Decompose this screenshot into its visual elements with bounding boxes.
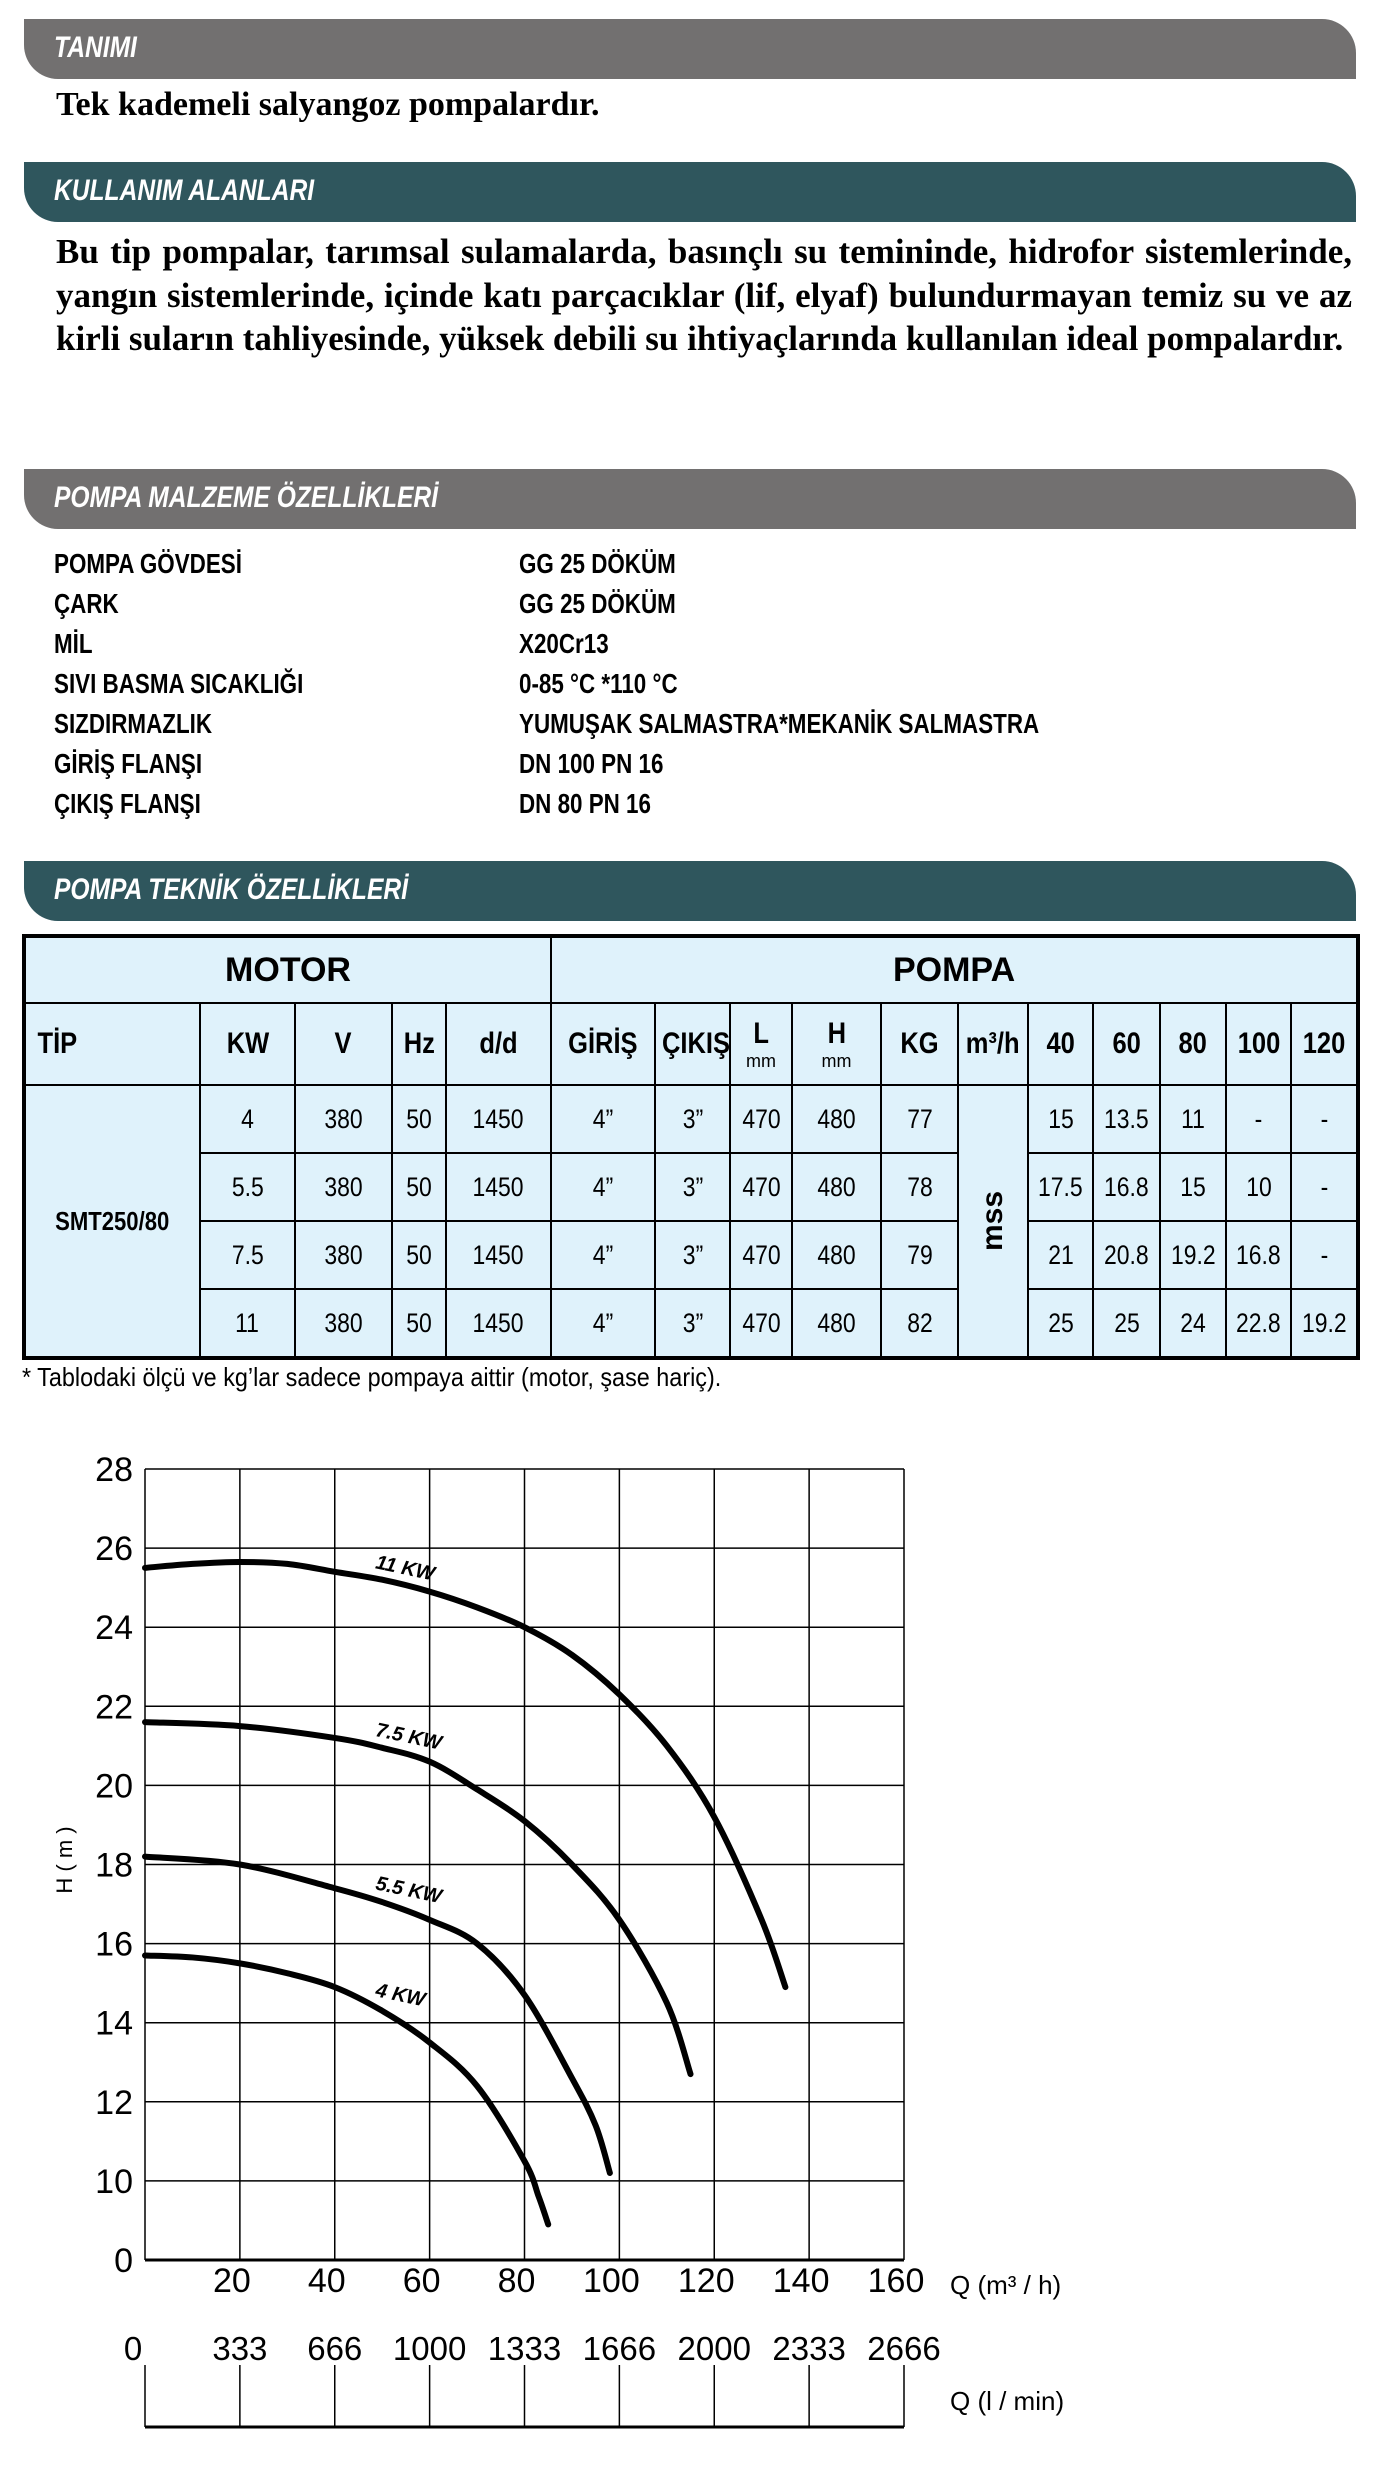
pompa-group-header: POMPA — [551, 936, 1358, 1003]
cell-value: 380 — [324, 1307, 363, 1338]
unit-mm: mm — [821, 1050, 852, 1071]
unit-mss: mss — [976, 1190, 1010, 1252]
y-tick-label: 22 — [95, 1688, 133, 1727]
y-tick-label: 14 — [95, 2004, 133, 2043]
x2-tick-label: 2666 — [867, 2330, 941, 2367]
x-tick-label: 160 — [867, 2262, 925, 2300]
x2-tick-label: 0 — [123, 2330, 143, 2367]
material-label: MİL — [54, 628, 93, 659]
section-title: KULLANIM ALANLARI — [54, 174, 315, 207]
cell-value: 470 — [741, 1171, 781, 1202]
y-tick-label: 26 — [95, 1530, 133, 1569]
series-label: 5.5 KW — [373, 1872, 444, 1909]
cell-value: 480 — [817, 1239, 856, 1270]
x-tick-label: 40 — [307, 2262, 346, 2300]
cell-value: 11 — [1181, 1103, 1205, 1134]
y-tick-label: 16 — [95, 1925, 133, 1964]
cell-value: - — [1320, 1171, 1328, 1202]
series-label: 7.5 KW — [373, 1719, 444, 1755]
y-tick-label: 24 — [95, 1609, 133, 1648]
x-tick-label: 60 — [402, 2262, 441, 2300]
material-value: DN 100 PN 16 — [519, 748, 664, 779]
cell-value: 10 — [1245, 1171, 1272, 1202]
cell-value: 3” — [682, 1239, 703, 1270]
cell-value: 3” — [682, 1103, 703, 1134]
cell-value: 19.2 — [1301, 1307, 1347, 1338]
series-curve-5-5-kw — [145, 1857, 610, 2173]
usage-text: Bu tip pompalar, tarımsal sulamalarda, basınçlı su temininde, hidrofor sistemlerinde, yangın sistemlerinde, içinde katı parçacıklar (lif, elyaf) bulundurmayan temiz su ve az kirli suların tahliyesinde, yüksek debili su ihtiyaçlarında kullanılan ideal pompalardır. — [56, 232, 1352, 358]
x2-tick-label: 333 — [212, 2330, 268, 2367]
material-label: POMPA GÖVDESİ — [54, 548, 242, 579]
cell-value: 77 — [906, 1103, 933, 1134]
cell-value: 1450 — [472, 1103, 525, 1134]
x2-tick-label: 1333 — [487, 2330, 562, 2367]
material-label: ÇIKIŞ FLANŞI — [54, 788, 201, 819]
cell-value: 22.8 — [1236, 1307, 1281, 1338]
material-value: 0-85 °C *110 °C — [519, 668, 678, 699]
x-tick-label: 100 — [583, 2262, 640, 2300]
cell-value: 480 — [817, 1103, 856, 1134]
unit-mm: mm — [746, 1050, 777, 1071]
cell-value: 16.8 — [1104, 1171, 1149, 1202]
cell-value: 4” — [592, 1103, 614, 1134]
section-title: POMPA TEKNİK ÖZELLİKLERİ — [54, 873, 408, 906]
cell-value: 380 — [324, 1171, 363, 1202]
cell-value: 380 — [324, 1103, 363, 1134]
x2-tick-label: 666 — [307, 2330, 363, 2367]
cell-value: 15 — [1047, 1103, 1074, 1134]
cell-value: 11 — [235, 1307, 260, 1338]
cell-value: 20.8 — [1104, 1239, 1149, 1270]
series-label: 4 KW — [373, 1979, 428, 2012]
cell-value: 16.8 — [1236, 1239, 1281, 1270]
material-value: YUMUŞAK SALMASTRA*MEKANİK SALMASTRA — [519, 708, 1040, 739]
cell-value: 3” — [682, 1307, 703, 1338]
column-header-label: 100 — [1237, 1027, 1280, 1060]
series-curve-11-kw — [145, 1562, 785, 1987]
column-header-label: d/d — [479, 1027, 518, 1060]
y-axis-label: H ( m ) — [52, 1826, 77, 1894]
material-value: GG 25 DÖKÜM — [519, 548, 676, 579]
material-label: SIVI BASMA SICAKLIĞI — [54, 668, 304, 699]
cell-value: 3” — [682, 1171, 703, 1202]
cell-value: 480 — [817, 1171, 856, 1202]
cell-value: 1450 — [472, 1239, 525, 1270]
cell-value: 4” — [592, 1307, 614, 1338]
y-tick-label: 10 — [95, 2162, 133, 2201]
cell-value: - — [1254, 1103, 1263, 1134]
cell-value: 17.5 — [1038, 1171, 1083, 1202]
x2-tick-label: 2333 — [772, 2330, 846, 2367]
column-header-label: TİP — [37, 1027, 78, 1060]
x-tick-label: 120 — [677, 2262, 735, 2300]
cell-value: 50 — [406, 1239, 432, 1270]
cell-value: 25 — [1047, 1307, 1074, 1338]
cell-value: 19.2 — [1170, 1239, 1216, 1270]
x-tick-label: 20 — [212, 2262, 251, 2300]
x2-tick-label: 1666 — [582, 2330, 657, 2367]
series-curve-4-kw — [145, 1955, 548, 2224]
cell-value: 21 — [1047, 1239, 1074, 1270]
column-header-label: V — [334, 1027, 352, 1060]
cell-value: 78 — [906, 1171, 933, 1202]
x-axis-label: Q (m³ / h) — [950, 2270, 1062, 2300]
cell-value: 470 — [741, 1239, 781, 1270]
section-title: POMPA MALZEME ÖZELLİKLERİ — [54, 481, 439, 514]
column-header-label: H — [827, 1016, 846, 1050]
column-header-label: Hz — [403, 1027, 435, 1060]
x-tick-label: 80 — [497, 2262, 536, 2300]
column-header-label: 120 — [1302, 1027, 1346, 1060]
y-tick-label: 20 — [95, 1767, 133, 1806]
material-value: GG 25 DÖKÜM — [519, 588, 676, 619]
column-header-label: m³/h — [966, 1027, 1020, 1060]
y-tick-label: 12 — [95, 2083, 133, 2122]
column-header-label: KG — [900, 1027, 939, 1060]
x2-tick-label: 1000 — [392, 2330, 467, 2367]
column-header-label: KW — [226, 1027, 269, 1060]
cell-value: 15 — [1180, 1171, 1206, 1202]
cell-value: 50 — [406, 1307, 432, 1338]
cell-value: - — [1320, 1239, 1328, 1270]
y-tick-label: 0 — [114, 2242, 133, 2280]
cell-value: 4 — [241, 1103, 254, 1134]
cell-value: 50 — [406, 1103, 432, 1134]
cell-value: 470 — [741, 1307, 781, 1338]
motor-group-header: MOTOR — [24, 936, 551, 1003]
material-value: DN 80 PN 16 — [519, 788, 651, 819]
cell-value: 380 — [324, 1239, 363, 1270]
material-label: SIZDIRMAZLIK — [54, 708, 213, 739]
cell-value: 7.5 — [231, 1239, 264, 1270]
cell-value: - — [1320, 1103, 1328, 1134]
column-header-label: GİRİŞ — [568, 1027, 638, 1060]
cell-value: 25 — [1113, 1307, 1140, 1338]
cell-value: 24 — [1180, 1307, 1206, 1338]
x2-axis-label: Q (l / min) — [950, 2386, 1065, 2416]
section-title: TANIMI — [54, 31, 137, 64]
cell-value: 79 — [906, 1239, 933, 1270]
x2-tick-label: 2000 — [677, 2330, 751, 2367]
cell-value: 50 — [406, 1171, 432, 1202]
column-header-label: 40 — [1046, 1027, 1075, 1060]
cell-value: 470 — [741, 1103, 781, 1134]
pump-type: SMT250/80 — [55, 1205, 170, 1236]
cell-value: 1450 — [472, 1307, 525, 1338]
cell-value: 13.5 — [1104, 1103, 1149, 1134]
cell-value: 4” — [592, 1239, 614, 1270]
material-label: GİRİŞ FLANŞI — [54, 748, 203, 779]
cell-value: 4” — [592, 1171, 614, 1202]
cell-value: 82 — [906, 1307, 933, 1338]
column-header-label: ÇIKIŞ — [662, 1027, 731, 1060]
column-header-label: 60 — [1112, 1027, 1141, 1060]
cell-value: 1450 — [472, 1171, 525, 1202]
definition-text: Tek kademeli salyangoz pompalardır. — [56, 86, 600, 123]
column-header-label: 80 — [1178, 1027, 1208, 1060]
x-tick-label: 140 — [772, 2262, 830, 2300]
y-tick-label: 18 — [95, 1846, 133, 1885]
material-label: ÇARK — [54, 588, 119, 619]
y-tick-label: 28 — [95, 1451, 133, 1489]
series-label: 11 KW — [373, 1551, 437, 1586]
column-header-label: L — [753, 1016, 769, 1050]
table-footnote: * Tablodaki ölçü ve kg’lar sadece pompaya aittir (motor, şase hariç). — [22, 1362, 722, 1392]
cell-value: 480 — [817, 1307, 856, 1338]
cell-value: 5.5 — [231, 1171, 264, 1202]
material-value: X20Cr13 — [519, 628, 609, 659]
